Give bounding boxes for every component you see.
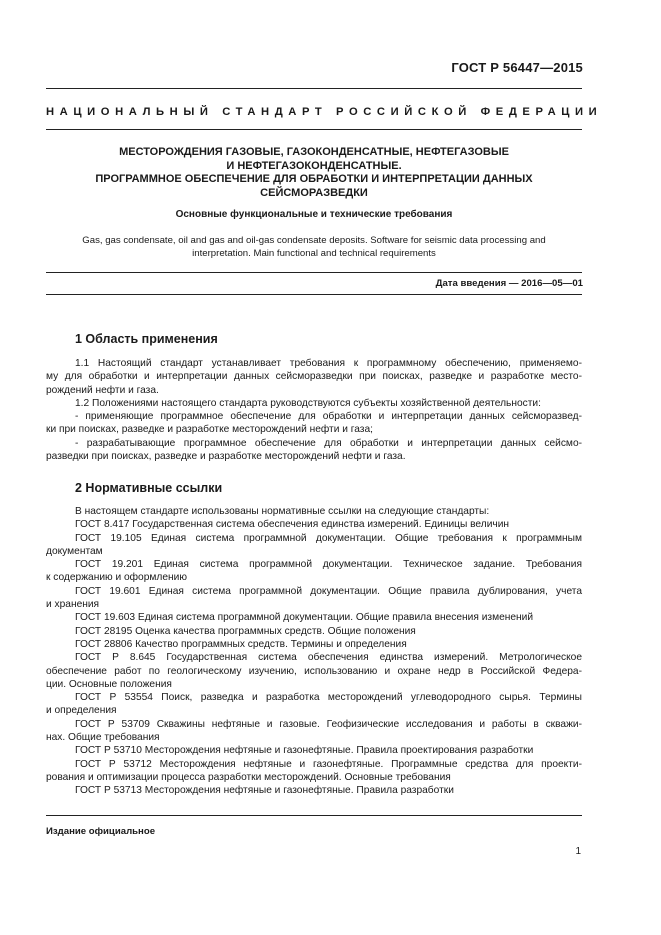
section-2-body — [46, 505, 582, 798]
reference-line: ГОСТ 28806 Качество программных средств. Термины и определения — [75, 638, 407, 650]
reference-line: к содержанию и оформлению — [46, 572, 187, 584]
paragraph-line: му для обработки и интерпретации данных сейсморазведки при поисках, разведке и разработке место- — [46, 371, 582, 383]
reference-line: обеспечение работ по геологическому изучению, использованию и охране недр в Российской Федера- — [46, 665, 582, 677]
document-subtitle: Основные функциональные и технические требования — [175, 209, 453, 220]
reference-line: ГОСТ Р 8.645 Государственная система обеспечения единства измерений. Метрологическое — [75, 652, 582, 664]
reference-line: ГОСТ 28195 Оценка качества программных средств. Общие положения — [75, 625, 416, 637]
page-number: 1 — [575, 846, 581, 857]
english-title-line: Gas, gas condensate, oil and gas and oil-gas condensate deposits. Software for seismic data processing and — [82, 235, 546, 246]
title-line: И НЕФТЕГАЗОКОНДЕНСАТНЫЕ. — [226, 159, 402, 172]
paragraph-line: - разрабатывающие программное обеспечение для обработки и интерпретации данных сейсмо- — [75, 437, 582, 449]
paragraph-line: разведки при поисках, разведке и разработке месторождений нефти и газа. — [46, 451, 406, 463]
reference-line: ГОСТ Р 53709 Скважины нефтяные и газовые. Геофизические исследования и работы в скважи- — [75, 718, 582, 730]
paragraph-line: рождений нефти и газа. — [46, 384, 159, 396]
reference-line: ГОСТ 19.105 Единая система программной документации. Общие требования к программным — [75, 532, 582, 544]
section-2-heading: 2 Нормативные ссылки — [75, 481, 223, 495]
reference-line: ГОСТ Р 53713 Месторождения нефтяные и газонефтяные. Правила разработки — [75, 785, 454, 797]
english-title-line: interpretation. Main functional and technical requirements — [192, 248, 436, 259]
title-rule — [46, 272, 582, 273]
national-standard-banner: НАЦИОНАЛЬНЫЙ СТАНДАРТ РОССИЙСКОЙ ФЕДЕРАЦИИ — [46, 106, 603, 118]
gost-number: ГОСТ Р 56447—2015 — [451, 60, 583, 75]
reference-line: ГОСТ 8.417 Государственная система обеспечения единства измерений. Единицы величин — [75, 519, 510, 531]
introduction-date: Дата введения — 2016—05—01 — [435, 278, 583, 289]
reference-line: ГОСТ 19.601 Единая система программной документации. Общие правила дублирования, учета — [75, 585, 582, 597]
reference-line: В настоящем стандарте использованы нормативные ссылки на следующие стандарты: — [75, 506, 490, 517]
date-rule — [46, 294, 582, 295]
banner-rule — [46, 129, 582, 130]
section-1-heading: 1 Область применения — [75, 332, 218, 346]
paragraph-line: 1.1 Настоящий стандарт устанавливает требования к программному обеспечению, применяемо- — [75, 358, 582, 369]
edition-label: Издание официальное — [46, 826, 156, 837]
reference-line: документам — [46, 545, 103, 557]
english-title — [46, 234, 582, 260]
reference-line: ГОСТ Р 53712 Месторождения нефтяные и газонефтяные. Программные средства для проекти- — [75, 758, 582, 770]
reference-line: ГОСТ Р 53710 Месторождения нефтяные и газонефтяные. Правила проектирования разработки — [75, 745, 534, 757]
reference-line: ГОСТ 19.201 Единая система программной документации. Техническое задание. Требования — [75, 559, 582, 571]
paragraph-line: ки при поисках, разведке и разработке месторождений нефти и газа; — [46, 424, 373, 436]
title-line: ПРОГРАММНОЕ ОБЕСПЕЧЕНИЕ ДЛЯ ОБРАБОТКИ И ИНТЕРПРЕТАЦИИ ДАННЫХ — [95, 173, 533, 185]
title-line: МЕСТОРОЖДЕНИЯ ГАЗОВЫЕ, ГАЗОКОНДЕНСАТНЫЕ, НЕФТЕГАЗОВЫЕ — [119, 146, 509, 158]
reference-line: нах. Общие требования — [46, 732, 160, 744]
reference-line: и хранения — [46, 599, 100, 611]
reference-line: ции. Основные положения — [46, 678, 172, 690]
footer-rule — [46, 815, 582, 816]
title-line: СЕЙСМОРАЗВЕДКИ — [260, 186, 368, 199]
document-title — [46, 146, 582, 200]
reference-line: ГОСТ 19.603 Единая система программной документации. Общие правила внесения изменений — [75, 612, 534, 624]
header-rule — [46, 88, 582, 89]
paragraph-line: - применяющие программное обеспечение для обработки и интерпретации данных сейсморазвед- — [75, 411, 582, 423]
paragraph-line: 1.2 Положениями настоящего стандарта руководствуются субъекты хозяйственной деятельности: — [75, 397, 541, 409]
section-1-body — [46, 357, 582, 463]
reference-line: рования и оптимизации процесса разработки месторождений. Основные требования — [46, 771, 451, 783]
reference-line: ГОСТ Р 53554 Поиск, разведка и разработка месторождений углеводородного сырья. Термины — [75, 692, 582, 704]
reference-line: и определения — [46, 705, 117, 717]
